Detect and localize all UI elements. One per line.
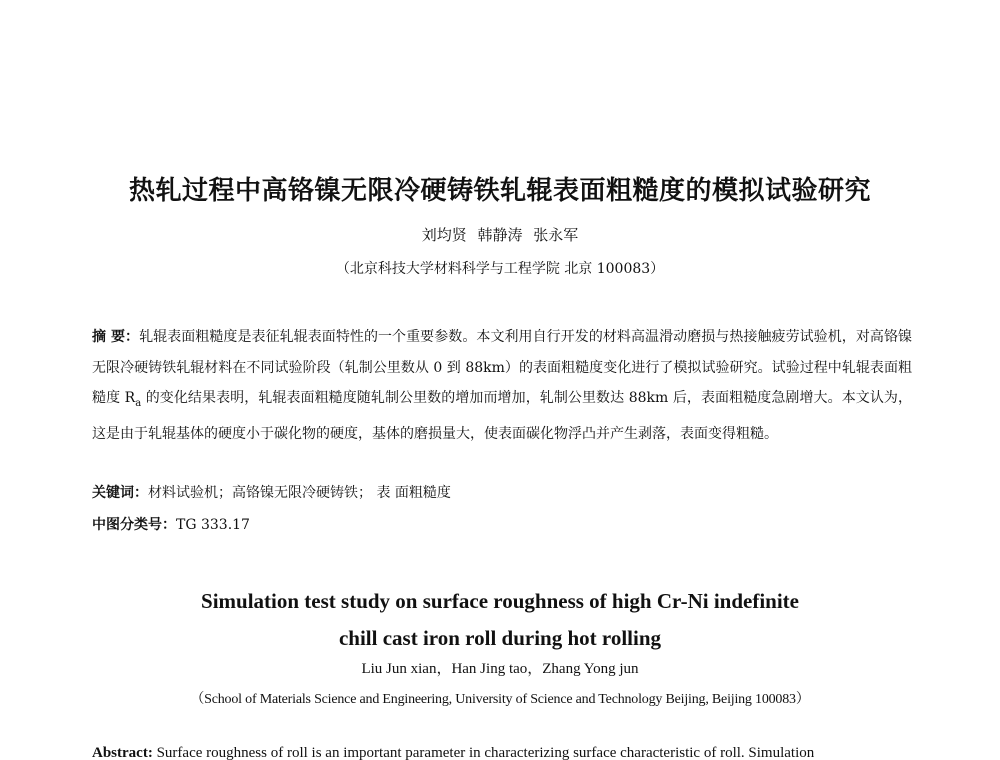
chinese-keywords-text: 材料试验机；高铬镍无限冷硬铸铁； 表 面粗糙度 xyxy=(148,485,451,501)
chinese-classification xyxy=(92,514,912,534)
chinese-keywords xyxy=(92,482,912,502)
chinese-classification-code: TG 333.17 xyxy=(176,517,250,533)
chinese-authors: 刘均贤 韩静涛 张永军 xyxy=(421,226,579,244)
english-title xyxy=(0,583,1000,657)
chinese-abstract xyxy=(92,322,912,450)
chinese-keywords-label: 关键词： xyxy=(92,485,148,501)
chinese-abstract-label: 摘 要： xyxy=(92,329,140,345)
chinese-abstract-text-part1: 轧辊表面粗糙度是表征轧辊表面特性的一个重要参数。本文利用自行开发的材料高温滑动磨损与热接触疲劳试验机，对高铬镍无限冷硬铸铁轧辊材料在不同试验阶段（轧制公里数从 0 到 88km）的表面粗糙度变化进行了模拟试验研究。试验过程中轧辊表面粗糙度 R xyxy=(92,329,912,406)
english-abstract-text: Surface roughness of roll is an important parameter in characterizing surface characteristic of roll. Simulation xyxy=(152,745,815,760)
english-abstract-label: Abstract: xyxy=(92,745,153,760)
chinese-title: 热轧过程中高铬镍无限冷硬铸铁轧辊表面粗糙度的模拟试验研究 xyxy=(128,176,871,206)
english-title-line2: chill cast iron roll during hot rolling xyxy=(338,626,662,650)
english-title-line1: Simulation test study on surface roughness of high Cr-Ni indefinite xyxy=(201,589,799,613)
chinese-abstract-text-part2: 的变化结果表明，轧辊表面粗糙度随轧制公里数的增加而增加，轧制公里数达 88km 后，表面粗糙度急剧增大。本文认为，这是由于轧辊基体的硬度小于碳化物的硬度，基体的磨损量大，使表面碳化物浮凸并产生剥落，表面变得粗糙。 xyxy=(92,390,912,443)
english-affiliation: （School of Materials Science and Engineering, University of Science and Technology Beijing, Beijing 100083） xyxy=(190,692,810,707)
chinese-classification-label: 中图分类号： xyxy=(92,517,176,533)
english-abstract xyxy=(92,745,922,760)
chinese-abstract-subscript: a xyxy=(135,397,142,409)
english-authors: Liu Jun xian，Han Jing tao，Zhang Yong jun xyxy=(361,661,639,677)
chinese-affiliation: （北京科技大学材料科学与工程学院 北京 100083） xyxy=(335,261,665,277)
